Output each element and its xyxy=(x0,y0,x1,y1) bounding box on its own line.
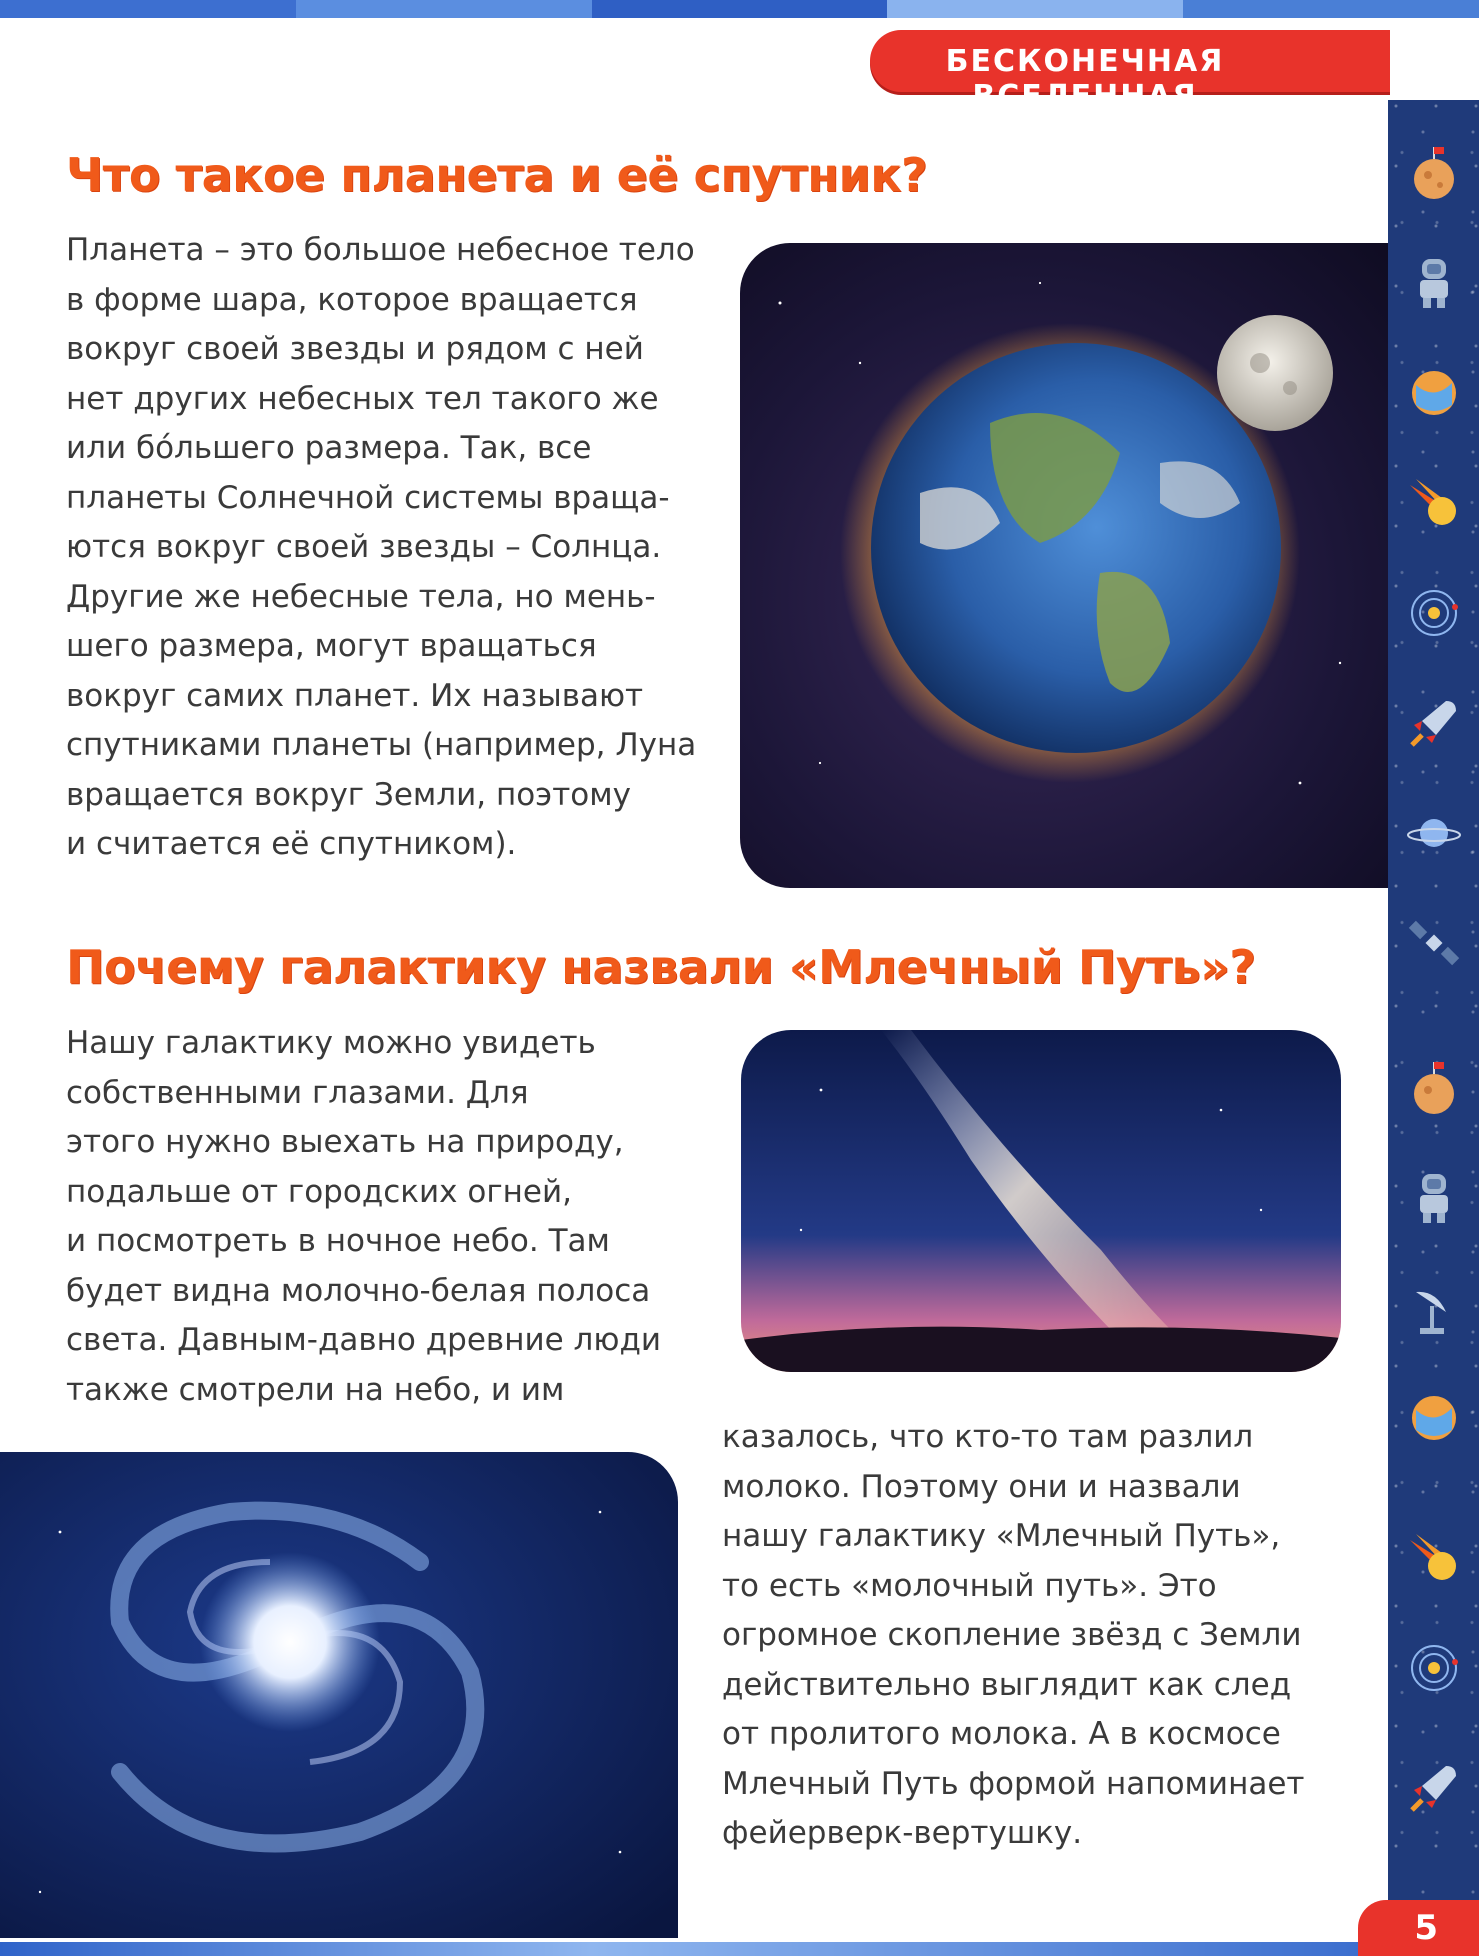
text-line: собственными глазами. Для xyxy=(66,1074,529,1111)
text-line: и считается её спутником). xyxy=(66,826,517,862)
planet-flag-icon xyxy=(1406,1060,1462,1116)
ufo-planet-icon xyxy=(1406,805,1462,861)
top-color-band xyxy=(0,0,1479,18)
text-line: шего размера, могут вращаться xyxy=(66,628,597,664)
solar-system-icon xyxy=(1406,1640,1462,1696)
text-line: и посмотреть в ночное небо. Там xyxy=(66,1223,610,1259)
text-line: света. Давным-давно древние люди xyxy=(66,1322,662,1358)
text-line: вокруг своей звезды и рядом с ней xyxy=(66,331,644,367)
text-line: фейерверк-вертушку. xyxy=(722,1815,1083,1851)
comet-icon xyxy=(1406,475,1462,531)
section2-paragraph-part2 xyxy=(722,1413,1382,1859)
planet-icon xyxy=(1406,365,1462,421)
text-line: или бо́льшего размера. Так, все xyxy=(66,430,592,466)
bottom-color-band xyxy=(0,1942,1479,1956)
side-icon-strip xyxy=(1388,100,1479,1940)
text-line: действительно выглядит как след xyxy=(722,1666,1292,1703)
text-line: Другие же небесные тела, но мень- xyxy=(66,578,656,615)
text-line: подальше от городских огней, xyxy=(66,1173,572,1210)
section-header-title: БЕСКОНЕЧНАЯ ВСЕЛЕННАЯ xyxy=(945,44,1225,114)
comet-icon xyxy=(1406,1530,1462,1586)
text-line: нашу галактику «Млечный Путь», xyxy=(722,1518,1281,1554)
text-line: в форме шара, которое вращается xyxy=(66,281,638,318)
text-line: спутниками планеты (например, Луна xyxy=(66,727,697,763)
satellite-icon xyxy=(1406,915,1462,971)
planet-flag-icon xyxy=(1406,145,1462,201)
text-line: молоко. Поэтому они и назвали xyxy=(722,1468,1241,1505)
astronaut-icon xyxy=(1406,1170,1462,1226)
text-line: Планета – это большое небесное тело xyxy=(66,232,695,268)
text-line: ются вокруг своей звезды – Солнца. xyxy=(66,529,662,565)
text-line: Нашу галактику можно увидеть xyxy=(66,1025,596,1061)
text-line: этого нужно выехать на природу, xyxy=(66,1124,624,1160)
section1-title: Что такое планета и её спутник? xyxy=(66,148,928,202)
text-line: вращается вокруг Земли, поэтому xyxy=(66,776,631,813)
spiral-galaxy-image xyxy=(0,1452,678,1938)
radio-telescope-icon xyxy=(1406,1280,1462,1336)
page-number-tab xyxy=(1358,1900,1479,1956)
astronaut-icon xyxy=(1406,255,1462,311)
text-line: то есть «молочный путь». Это xyxy=(722,1567,1217,1604)
rocket-icon xyxy=(1406,1760,1462,1816)
text-line: Млечный Путь формой напоминает xyxy=(722,1765,1305,1802)
text-line: огромное скопление звёзд с Земли xyxy=(722,1617,1302,1653)
section2-title: Почему галактику назвали «Млечный Путь»? xyxy=(66,940,1256,994)
earth-and-moon-image xyxy=(740,243,1388,888)
text-line: казалось, что кто-то там разлил xyxy=(722,1419,1254,1455)
text-line: также смотрели на небо, и им xyxy=(66,1371,565,1408)
page-number: 5 xyxy=(1414,1908,1438,1948)
text-line: нет других небесных тел такого же xyxy=(66,380,659,417)
solar-system-icon xyxy=(1406,585,1462,641)
section-header-tab xyxy=(870,30,1390,114)
milky-way-night-sky-image xyxy=(741,1030,1341,1372)
section1-paragraph xyxy=(66,226,726,870)
rocket-icon xyxy=(1406,695,1462,751)
text-line: вокруг самих планет. Их называют xyxy=(66,677,644,714)
section2-paragraph-part1 xyxy=(66,1019,716,1415)
text-line: планеты Солнечной системы враща- xyxy=(66,479,670,516)
text-line: от пролитого молока. А в космосе xyxy=(722,1716,1281,1752)
planet-icon xyxy=(1406,1390,1462,1446)
text-line: будет видна молочно-белая полоса xyxy=(66,1272,651,1309)
